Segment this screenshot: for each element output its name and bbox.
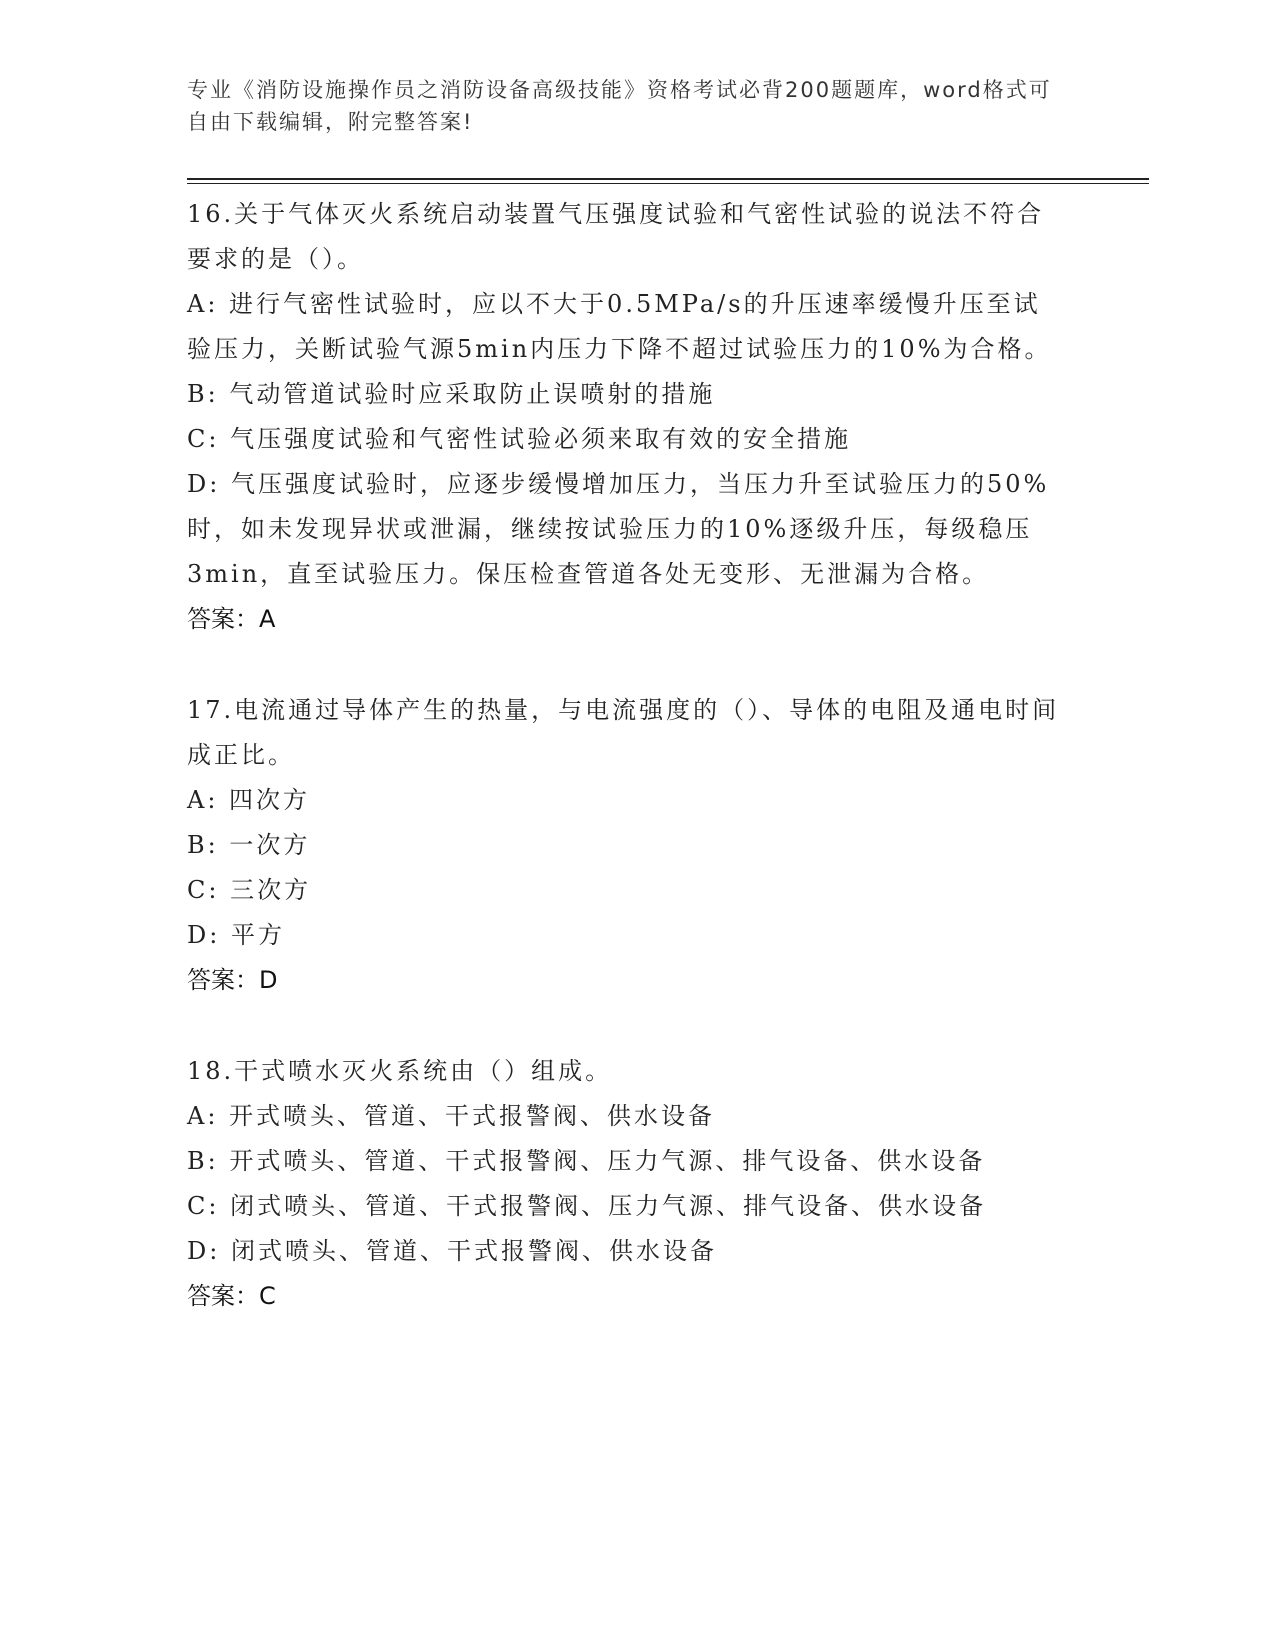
document-header: 专业《消防设施操作员之消防设备高级技能》资格考试必背200题题库，word格式可自由下载编辑，附完整答案! [187,78,1052,134]
answer-label: 答案：C [187,1282,276,1310]
option-a: A: 四次方 [187,786,311,814]
question-list [187,192,1067,1365]
option-c: C: 闭式喷头、管道、干式报警阀、压力气源、排气设备、供水设备 [187,1192,987,1220]
answer-label: 答案：A [187,605,276,633]
question-16 [187,192,1067,642]
header-rule-thin [187,183,1149,184]
option-c: C: 三次方 [187,876,312,904]
option-a: A: 开式喷头、管道、干式报警阀、供水设备 [187,1102,716,1130]
option-c: C: 气压强度试验和气密性试验必须来取有效的安全措施 [187,425,852,453]
answer-label: 答案：D [187,966,278,994]
question-stem: 16.关于气体灭火系统启动装置气压强度试验和气密性试验的说法不符合要求的是（）。 [187,200,1045,273]
question-17 [187,688,1067,1003]
option-d: D: 气压强度试验时，应逐步缓慢增加压力，当压力升至试验压力的50%时，如未发现异状或泄漏，继续按试验压力的10%逐级升压，每级稳压3min，直至试验压力。保压检查管道各处无变形、无泄漏为合格。 [187,470,1050,588]
question-stem: 18.干式喷水灭火系统由（）组成。 [187,1057,613,1085]
header-rule-thick [187,178,1149,180]
question-18 [187,1049,1067,1319]
option-d: D: 平方 [187,921,285,949]
question-stem: 17.电流通过导体产生的热量，与电流强度的（）、导体的电阻及通电时间成正比。 [187,696,1060,769]
option-b: B: 开式喷头、管道、干式报警阀、压力气源、排气设备、供水设备 [187,1147,986,1175]
option-a: A: 进行气密性试验时，应以不大于0.5MPa/s的升压速率缓慢升压至试验压力，关断试验气源5min内压力下降不超过试验压力的10%为合格。 [187,290,1052,363]
option-b: B: 一次方 [187,831,311,859]
option-b: B: 气动管道试验时应采取防止误喷射的措施 [187,380,716,408]
option-d: D: 闭式喷头、管道、干式报警阀、供水设备 [187,1237,717,1265]
